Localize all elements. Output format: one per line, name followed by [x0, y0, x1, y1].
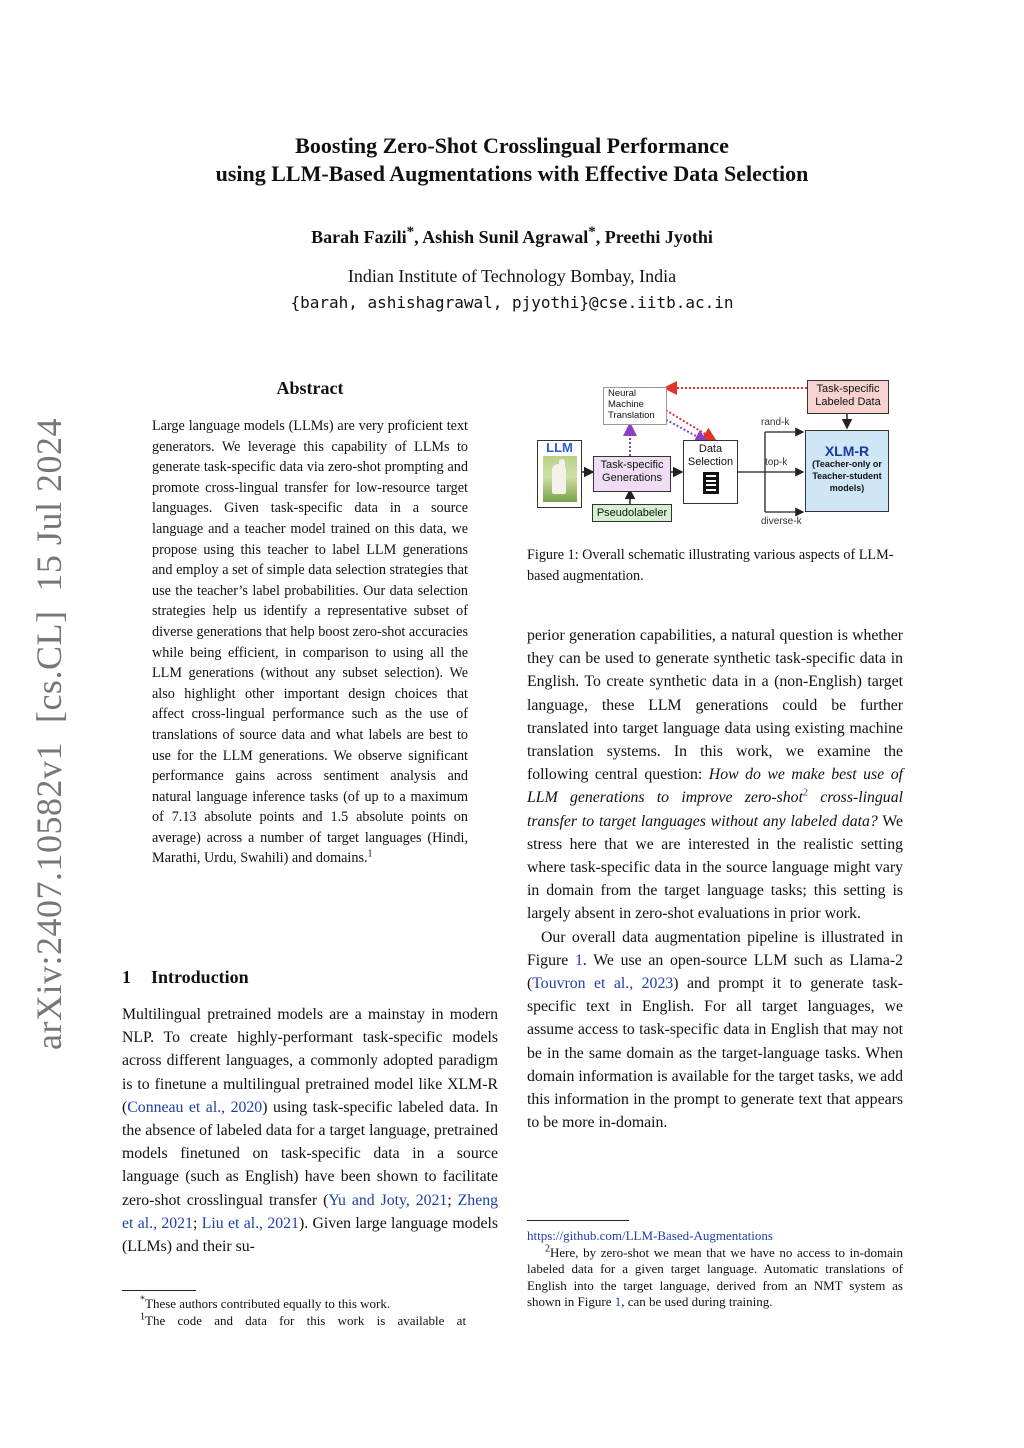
paragraph [527, 926, 903, 1135]
document-icon [703, 472, 719, 494]
xlmr-title: XLM-R [824, 443, 870, 459]
task-generations-box: Task-specific Generations [593, 456, 671, 492]
llm-label: LLM [546, 440, 573, 455]
arxiv-sidebar-id: arXiv:2407.10582v1 [cs.CL] 15 Jul 2024 [29, 418, 69, 1050]
footnote-text: Here, by zero-shot we mean that we have no access to in-domain labeled data for a given target language. Automatic translations of English into the target language, derived from an NMT system as shown in Figure [527, 1244, 903, 1309]
author-mark: * [406, 224, 415, 240]
footnote-1 [122, 1313, 498, 1330]
footnote-ref-1[interactable]: 1 [367, 848, 373, 860]
footnote-2 [527, 1245, 903, 1311]
footnote-divider [122, 1290, 196, 1291]
body-text: ) and prompt it to generate task-specific text in English. For all target languages, we assume access to task-specific data in English that may not be in the same domain as the target-language tasks. When domain information is available for the target tasks, we add this information in the prompt to generate text that appears to be more in-domain. [527, 975, 903, 1132]
data-selection-label: Data Selection [687, 443, 734, 468]
title-line-1: Boosting Zero-Shot Crosslingual Performance [295, 133, 729, 158]
abstract-body [152, 416, 468, 869]
body-text: We stress here that we are interested in the realistic setting where task-specific data in the source language might vary in domain from the target language tasks; this setting is largely absent in zero-shot evaluations in prior work. [527, 812, 903, 923]
llm-box [537, 440, 582, 508]
labeled-data-box: Task-specific Labeled Data [807, 380, 889, 414]
footnote-divider [527, 1220, 629, 1221]
xlmr-subtitle: (Teacher-only or Teacher-student models) [812, 459, 882, 493]
footnote-mark: * [140, 1294, 145, 1306]
pseudolabeler-box: Pseudolabeler [592, 504, 672, 522]
citation-link[interactable]: Liu et al., 2021 [201, 1214, 299, 1232]
author-emails: {barah, ashishagrawal, pjyothi}@cse.iitb.ac.in [290, 293, 734, 312]
section-title: Introduction [151, 967, 249, 987]
footnote-text: The code and data for this work is available at [145, 1312, 467, 1328]
affiliation: Indian Institute of Technology Bombay, India [347, 266, 677, 286]
intro-text: Multilingual pretrained models are a mainstay in modern NLP. To create highly-performant task-specific models across different languages, a commonly adopted paradigm is to finetune a multilingual pretrained model like XLM-R ( [122, 1006, 498, 1116]
paper-title [0, 132, 1024, 188]
intro-text: ; [192, 1214, 202, 1232]
xlmr-box [805, 430, 889, 512]
top-k-label: top-k [765, 457, 788, 468]
author-mark: * [588, 224, 596, 240]
arrow-nmt-to-selection [659, 406, 715, 440]
citation-link[interactable]: Conneau et al., 2020 [127, 1098, 263, 1116]
footnote-text: These authors contributed equally to this work. [145, 1296, 391, 1311]
footnote-0 [122, 1296, 498, 1313]
footnote-mark: 1 [140, 1311, 145, 1323]
data-selection-box [683, 440, 738, 504]
intro-text: ). Given large language models (LLMs) and their su- [122, 1214, 499, 1256]
figure-ref-link[interactable]: 1 [614, 1294, 622, 1309]
author-list: Barah Fazili*, Ashish Sunil Agrawal*, Preethi Jyothi [311, 224, 713, 247]
paragraph [527, 624, 903, 926]
figure-1-schematic [537, 378, 897, 528]
rand-k-label: rand-k [761, 417, 790, 428]
llama-image [543, 456, 577, 502]
intro-text: ) using task-specific labeled data. In the absence of labeled data for a target language, pretrained models finetuned on task-specific data in a source language (such as English) have been shown to facilitate zero-shot crosslingual transfer ( [122, 1098, 499, 1209]
abstract-text: Large language models (LLMs) are very proficient text generators. We leverage this capability of LLMs to generate task-specific data via zero-shot prompting and promote cross-lingual transfer for low-resource target languages. Given task-specific data in a source language and a teacher model trained on this data, we propose using this teacher to label LLM generations and employ a set of simple data selection strategies that use the teacher’s label probabilities. Our data selection strategies help us identify a representative subset of diverse generations that help boost zero-shot accuracies while being efficient, in comparison to using all the LLM generations (without any subset selection). We also highlight other important design choices that affect cross-lingual performance such as the use of translations of source data and what labels are best to use for the LLM generations. We observe significant performance gains across sentiment analysis and natural language inference tasks (of up to a maximum of 7.13 absolute points and 1.5 absolute points on average) across a number of target languages (Hindi, Marathi, Urdu, Swahili) and domains. [152, 418, 468, 867]
title-line-2: using LLM-Based Augmentations with Effective Data Selection [215, 161, 809, 186]
diverse-k-label: diverse-k [761, 516, 802, 527]
author-1: Barah Fazili [311, 227, 407, 247]
section-number: 1 [122, 967, 131, 987]
footnotes-left [122, 1296, 498, 1329]
intro-paragraph [122, 1003, 498, 1258]
body-text: . We use an open-source LLM such as Llama-2 ( [527, 951, 903, 993]
section-heading [122, 967, 249, 988]
intro-text: ; [447, 1191, 458, 1209]
body-text: Our overall data augmentation pipeline is illustrated in Figure [527, 928, 903, 969]
figure-caption: Figure 1: Overall schematic illustrating various aspects of LLM-based augmentation. [527, 547, 894, 584]
footnote-mark: 2 [545, 1243, 550, 1255]
citation-link[interactable]: Yu and Joty, 2021 [328, 1191, 448, 1209]
citation-link[interactable]: Zheng et al., 2021 [122, 1191, 499, 1232]
footnote-ref-2[interactable]: 2 [802, 788, 808, 800]
author-2: Ashish Sunil Agrawal [422, 227, 589, 247]
question-text: How do we make best use of LLM generations to improve zero-shot [527, 766, 903, 807]
footnotes-right [527, 1228, 903, 1311]
nmt-box: Neural Machine Translation [603, 387, 667, 425]
body-text: perior generation capabilities, a natural question is whether they can be used to generate synthetic task-specific data in English. To create synthetic data in a (non-English) target language, these LLM generations could be further translated into target language data using existing machine translation systems. In this work, we examine the following central question: [527, 627, 903, 784]
citation-link[interactable]: Touvron et al., 2023 [532, 975, 674, 993]
code-url-link[interactable]: https://github.com/LLM-Based-Augmentations [527, 1228, 773, 1243]
right-column-text [527, 624, 903, 1134]
question-text: cross-lingual transfer to target languages without any labeled data? [527, 789, 903, 830]
author-3: Preethi Jyothi [604, 227, 713, 247]
footnote-text: , can be used during training. [621, 1294, 773, 1309]
abstract-heading: Abstract [276, 378, 344, 398]
figure-ref-link[interactable]: 1 [574, 951, 583, 969]
